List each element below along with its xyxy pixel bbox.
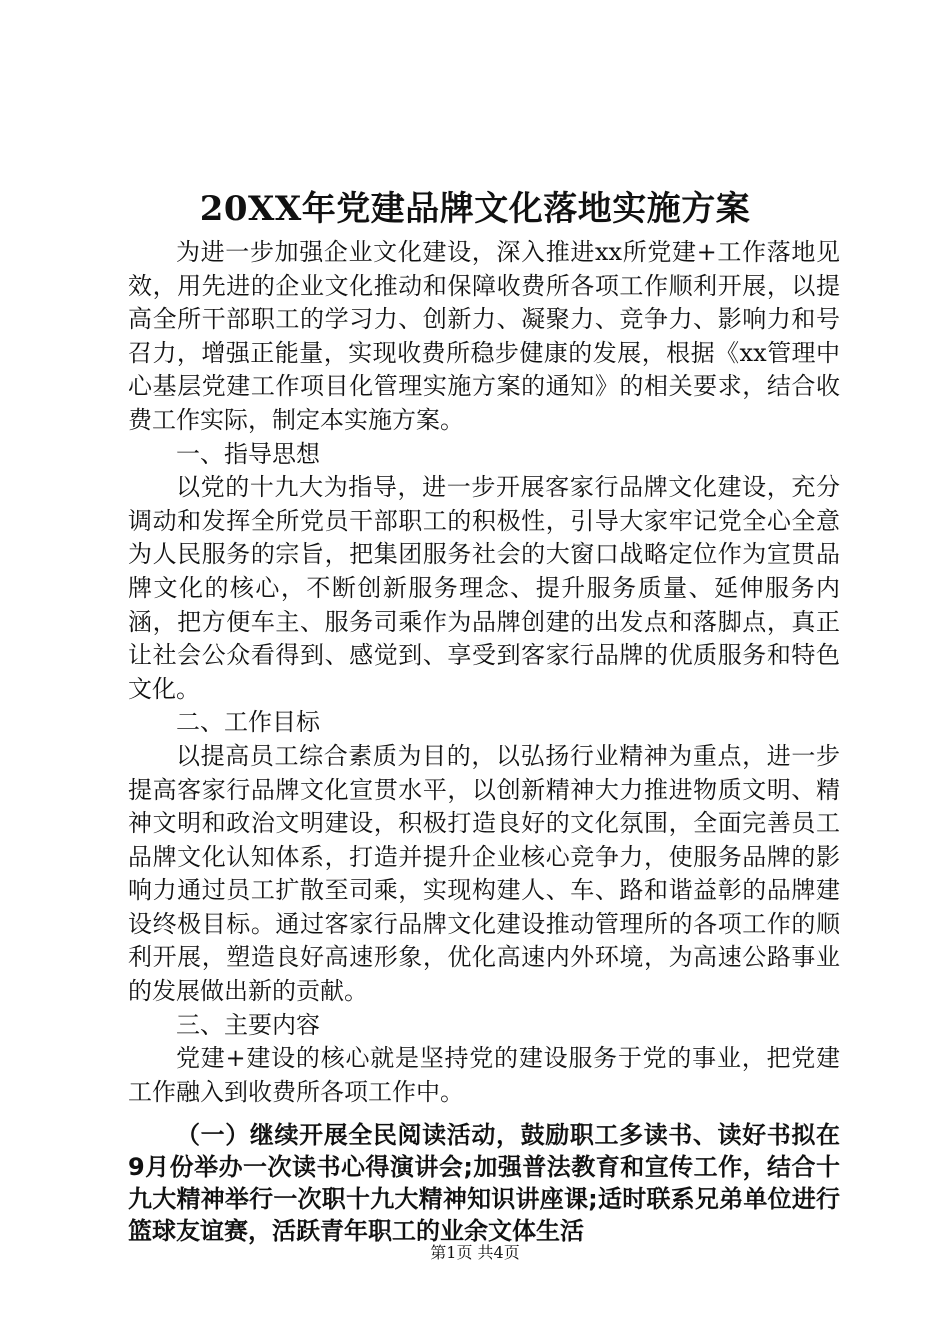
intro-paragraph: 为进一步加强企业文化建设，深入推进xx所党建+工作落地见效，用先进的企业文化推动和保障收费所各项工作顺利开展，以提高全所干部职工的学习力、创新力、凝聚力、竞争力、影响力和号召力，增强正能量，实现收费所稳步健康的发展，根据《xx管理中心基层党建工作项目化管理实施方案的通知》的相关要求，结合收费工作实际，制定本实施方案。 [128, 238, 840, 434]
document-title: 20XX年党建品牌文化落地实施方案 [199, 189, 751, 229]
page-number-footer: 第1页 共4页 [430, 1243, 520, 1262]
section-heading-guiding-ideology: 一、指导思想 [176, 439, 320, 468]
subsection-reading-activity: （一）继续开展全民阅读活动，鼓励职工多读书、读好书拟在9月份举办一次读书心得演讲会;加强普法教育和宣传工作，结合十九大精神举行一次职十九大精神知识讲座课;适时联系兄弟单位进行篮球友谊赛，活跃青年职工的业余文体生活 [128, 1121, 840, 1246]
document-body [128, 236, 840, 1247]
section-heading-work-goals: 二、工作目标 [176, 708, 320, 737]
section-paragraph-guiding-ideology: 以党的十九大为指导，进一步开展客家行品牌文化建设，充分调动和发挥全所党员干部职工的积极性，引导大家牢记党全心全意为人民服务的宗旨，把集团服务社会的大窗口战略定位作为宣贯品牌文化的核心，不断创新服务理念、提升服务质量、延伸服务内涵，把方便车主、服务司乘作为品牌创建的出发点和落脚点，真正让社会公众看得到、感觉到、享受到客家行品牌的优质服务和特色文化。 [128, 473, 840, 703]
section-paragraph-main-content: 党建+建设的核心就是坚持党的建设服务于党的事业，把党建工作融入到收费所各项工作中。 [128, 1044, 840, 1106]
section-heading-main-content: 三、主要内容 [176, 1010, 320, 1039]
section-paragraph-work-goals: 以提高员工综合素质为目的，以弘扬行业精神为重点，进一步提高客家行品牌文化宣贯水平，以创新精神大力推进物质文明、精神文明和政治文明建设，积极打造良好的文化氛围，全面完善员工品牌文化认知体系，打造并提升企业核心竞争力，使服务品牌的影响力通过员工扩散至司乘，实现构建人、车、路和谐益彰的品牌建设终极目标。通过客家行品牌文化建设推动管理所的各项工作的顺利开展，塑造良好高速形象，优化高速内外环境，为高速公路事业的发展做出新的贡献。 [128, 741, 840, 1006]
